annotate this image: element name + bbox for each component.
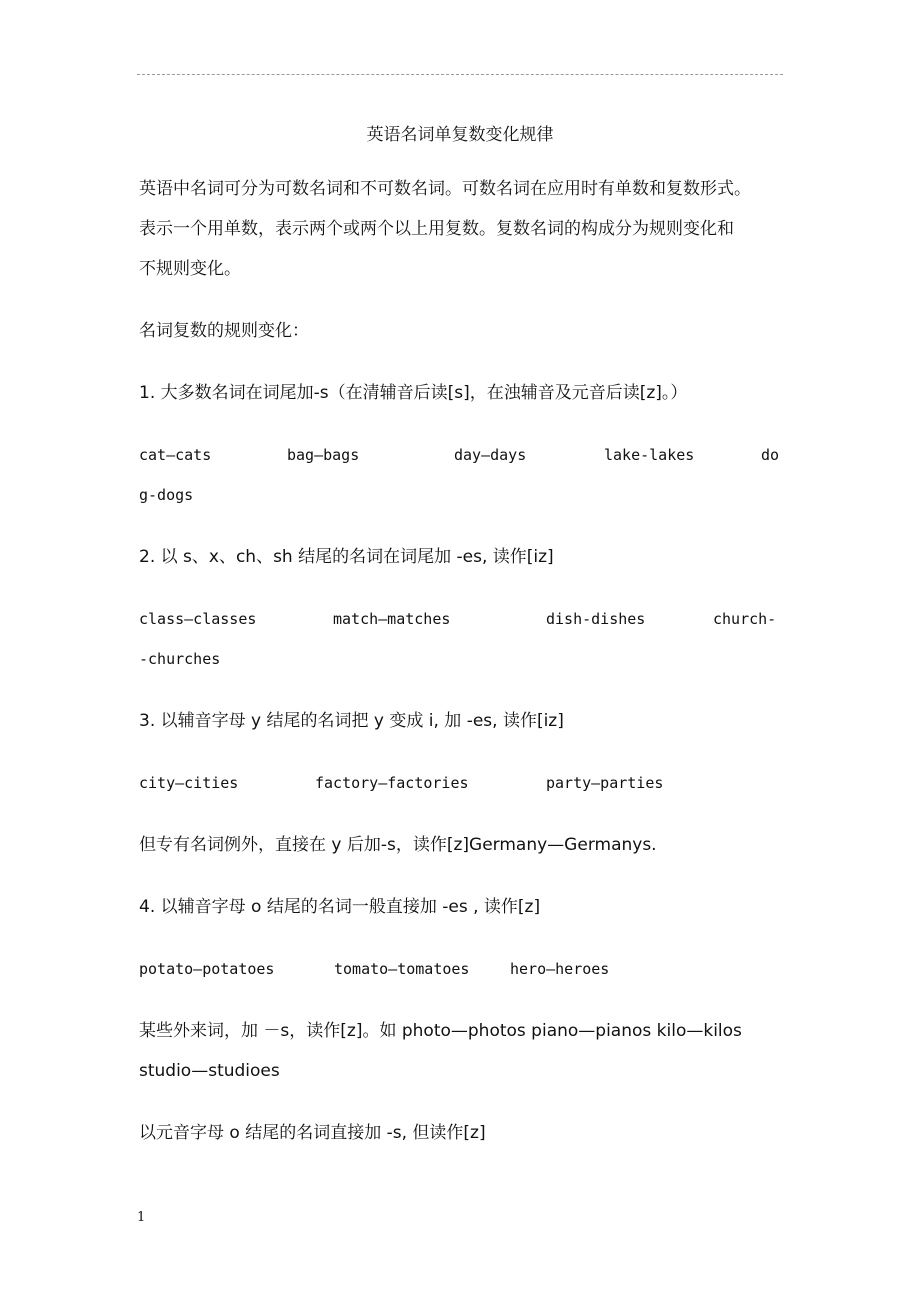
rule-3: 3. 以辅音字母 y 结尾的名词把 y 变成 i, 加 -es, 读作[iz] [139,711,564,731]
example-item: class—classes [139,610,257,628]
example-item: do [761,446,780,464]
example-item: factory—factories [315,774,469,792]
page-title: 英语名词单复数变化规律 [366,125,554,145]
note-3: 但专有名词例外，直接在 y 后加-s，读作[z]Germany—Germanys. [139,835,657,855]
rule-1: 1. 大多数名词在词尾加-s（在清辅音后读[s]，在浊辅音及元音后读[z]。） [139,383,688,403]
rule-4: 4. 以辅音字母 o 结尾的名词一般直接加 -es , 读作[z] [139,897,541,917]
rule-2: 2. 以 s、x、ch、sh 结尾的名词在词尾加 -es, 读作[iz] [139,547,554,567]
example-item: hero—heroes [510,960,610,978]
note-4c: 以元音字母 o 结尾的名词直接加 -s, 但读作[z] [139,1123,486,1143]
intro-line-3: 不规则变化。 [139,259,241,279]
intro-line-1: 英语中名词可分为可数名词和不可数名词。可数名词在应用时有单数和复数形式。 [139,179,751,199]
intro-line-2: 表示一个用单数，表示两个或两个以上用复数。复数名词的构成分为规则变化和 [139,219,734,239]
header-rule [137,74,783,75]
example-item: church- [713,610,777,628]
examples-row-2-wrap: -churches [139,650,221,668]
example-item: tomato—tomatoes [334,960,470,978]
example-item: match—matches [333,610,451,628]
example-item: day—days [454,446,527,464]
examples-row-1-wrap: g-dogs [139,486,194,504]
example-item: potato—potatoes [139,960,275,978]
example-item: bag—bags [287,446,360,464]
example-item: dish-dishes [546,610,646,628]
example-item: city—cities [139,774,239,792]
note-4a: 某些外来词，加 －s，读作[z]。如 photo—photos piano—pianos kilo—kilos [139,1021,742,1041]
page-number: 1 [137,1210,146,1225]
note-4b: studio—studioes [139,1061,280,1081]
example-item: party—parties [546,774,664,792]
example-item: cat—cats [139,446,212,464]
example-item: lake-lakes [604,446,695,464]
section-heading: 名词复数的规则变化： [139,321,309,341]
